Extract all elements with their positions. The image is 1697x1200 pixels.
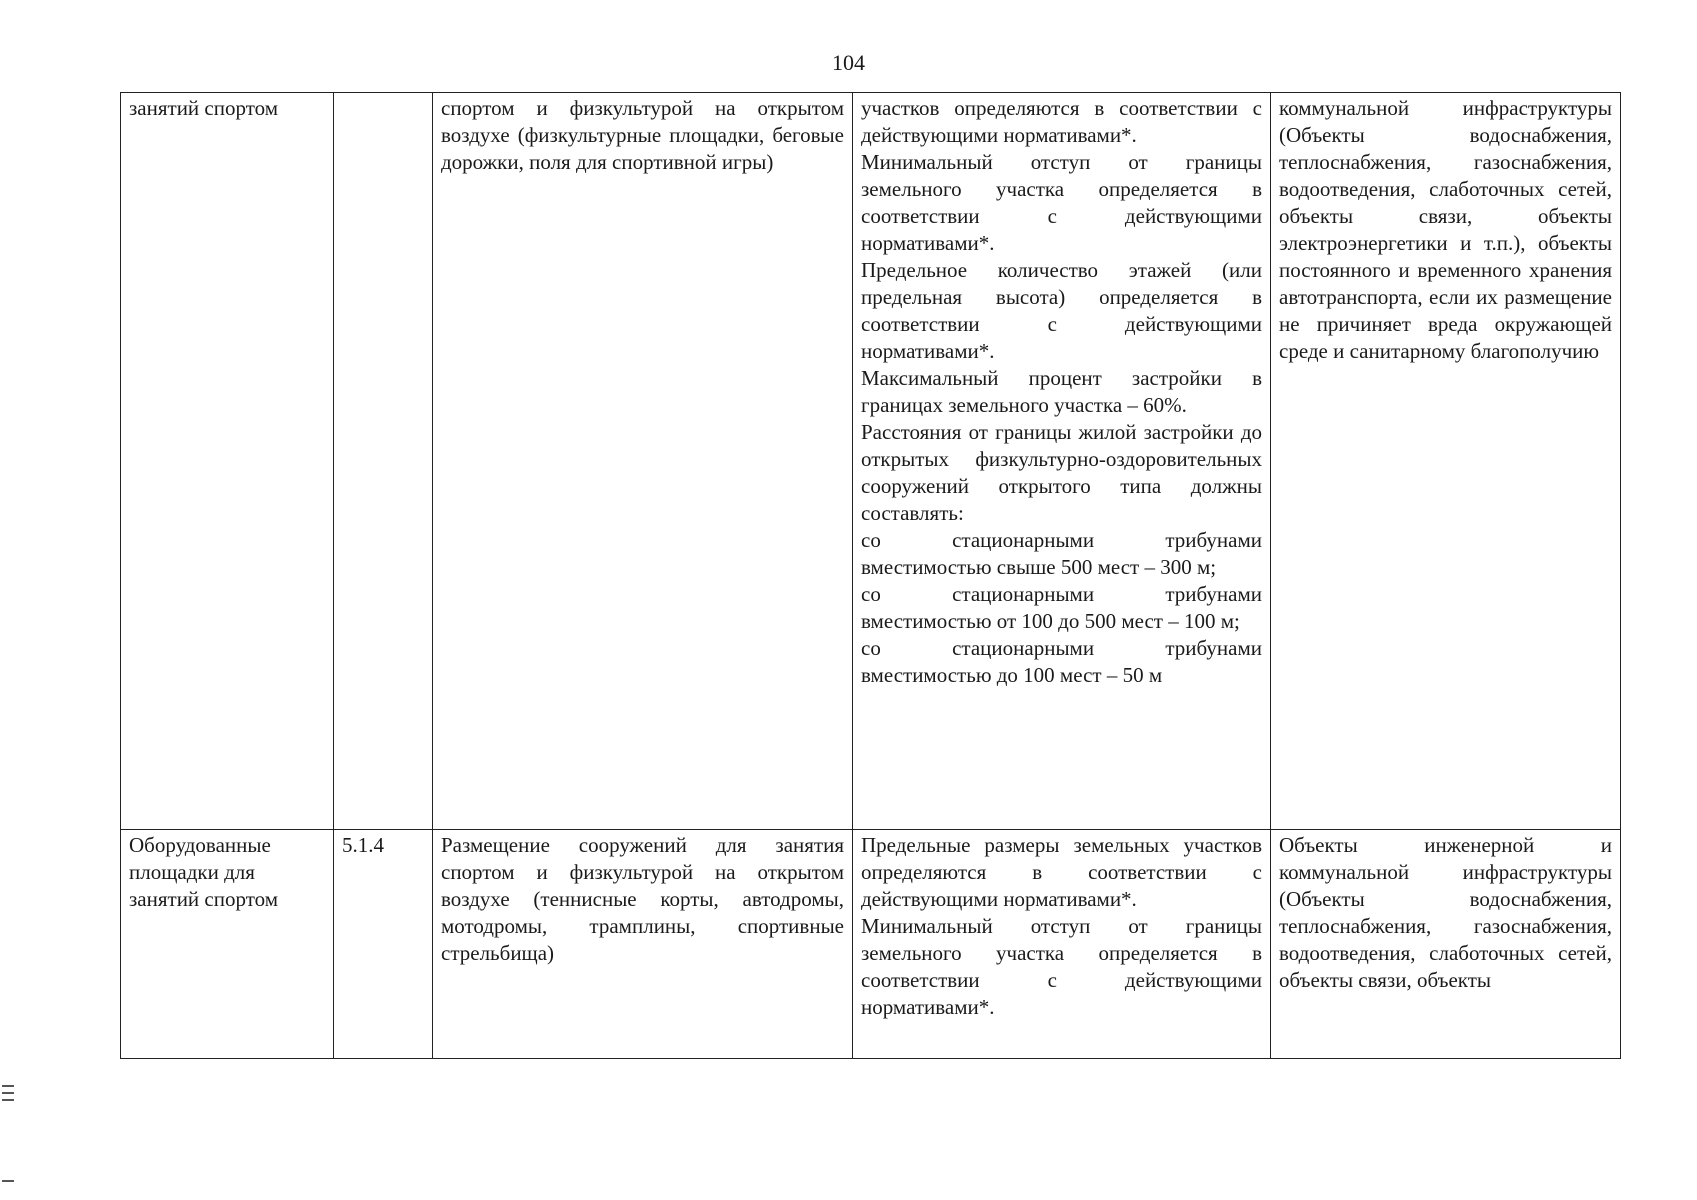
use-description: спортом и физкультурой на открытом воздухе (физкультурные площадки, беговые дорожки, поля для спортивной игры) — [441, 96, 844, 174]
parameter-line: Минимальный отступ от границы земельного участка определяется в соответствии с действующими нормативами*. — [861, 150, 1262, 255]
parameter-line: со стационарными трибунами вместимостью свыше 500 мест – 300 м; — [861, 528, 1262, 579]
scan-artifact — [2, 1092, 14, 1094]
auxiliary-uses: коммунальной инфраструктуры (Объекты водоснабжения, теплоснабжения, газоснабжения, водоотведения, слаботочных сетей, объекты связи, объекты электроэнергетики и т.п.), объекты постоянного и временного хранения автотранспорта, если их размещение не причиняет вреда окружающей среде и санитарному благополучию — [1279, 96, 1612, 363]
use-description: Размещение сооружений для занятия спортом и физкультурой на открытом воздухе (теннисные корты, автодромы, мотодромы, трамплины, спортивные стрельбища) — [441, 833, 844, 965]
use-name: Оборудованные площадки для занятий спортом — [129, 833, 278, 911]
zoning-table — [120, 92, 1621, 1059]
use-code-cell — [334, 830, 433, 1059]
parameters-cell — [853, 830, 1271, 1059]
use-description-cell — [433, 93, 853, 830]
use-code-cell — [334, 93, 433, 830]
scan-artifact — [2, 1180, 14, 1182]
parameter-line: Максимальный процент застройки в границах земельного участка – 60%. — [861, 366, 1262, 417]
auxiliary-uses-cell — [1271, 830, 1621, 1059]
use-description-cell — [433, 830, 853, 1059]
parameter-line: Минимальный отступ от границы земельного участка определяется в соответствии с действующими нормативами*. — [861, 914, 1262, 1019]
use-name-cell — [121, 93, 334, 830]
use-code: 5.1.4 — [342, 833, 384, 857]
scan-artifact — [2, 1085, 14, 1087]
parameter-line: участков определяются в соответствии с действующими нормативами*. — [861, 96, 1262, 147]
table-row — [121, 93, 1621, 830]
parameter-line: Предельные размеры земельных участков определяются в соответствии с действующими нормативами*. — [861, 833, 1262, 911]
parameter-line: со стационарными трибунами вместимостью до 100 мест – 50 м — [861, 636, 1262, 687]
parameter-line: Расстояния от границы жилой застройки до открытых физкультурно-оздоровительных сооружений открытого типа должны составлять: — [861, 420, 1262, 525]
use-name: занятий спортом — [129, 96, 278, 120]
use-name-cell — [121, 830, 334, 1059]
page-number: 104 — [832, 50, 865, 75]
parameter-line: со стационарными трибунами вместимостью от 100 до 500 мест – 100 м; — [861, 582, 1262, 633]
table-row — [121, 830, 1621, 1059]
scan-artifact — [2, 1099, 14, 1101]
auxiliary-uses: Объекты инженерной и коммунальной инфраструктуры (Объекты водоснабжения, теплоснабжения, газоснабжения, водоотведения, слаботочных сетей, объекты связи, объекты — [1279, 833, 1612, 992]
auxiliary-uses-cell — [1271, 93, 1621, 830]
parameters-cell — [853, 93, 1271, 830]
parameter-line: Предельное количество этажей (или предельная высота) определяется в соответствии с действующими нормативами*. — [861, 258, 1262, 363]
